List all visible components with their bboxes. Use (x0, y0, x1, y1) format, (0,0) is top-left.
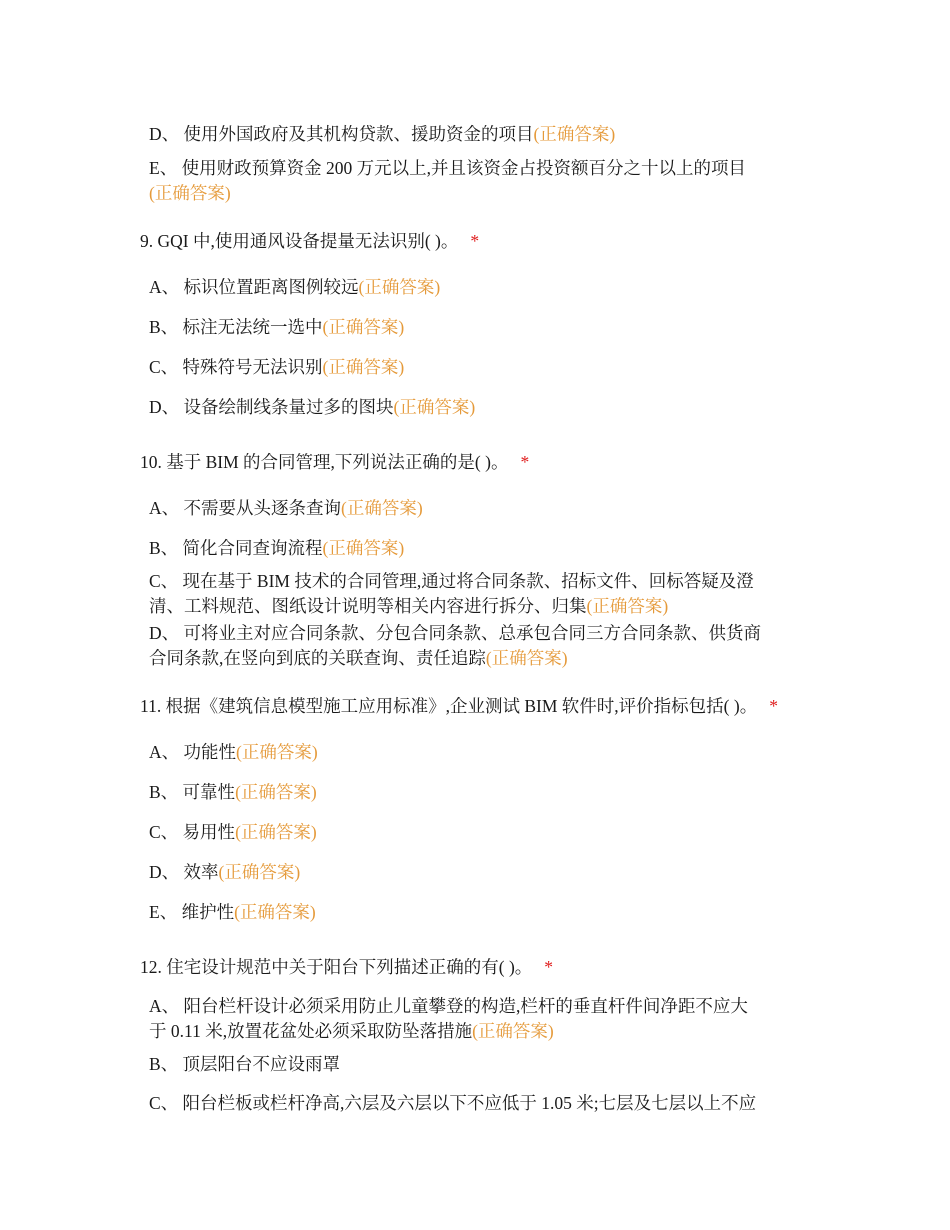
q9-option-c[interactable] (149, 355, 404, 379)
correct-answer-tag: (正确答案) (218, 862, 301, 882)
q10-option-a[interactable] (149, 496, 423, 520)
correct-answer-tag: (正确答案) (236, 742, 318, 762)
q12-option-b[interactable] (149, 1052, 340, 1076)
option-text: A、 标识位置距离图例较远 (149, 277, 359, 297)
question-12-title (140, 955, 553, 979)
option-text: C、 现在基于 BIM 技术的合同管理,通过将合同条款、招标文件、回标答疑及澄 (149, 571, 754, 591)
required-mark: * (544, 957, 554, 977)
q11-option-d[interactable] (149, 860, 300, 884)
option-text: A、 阳台栏杆设计必须采用防止儿童攀登的构造,栏杆的垂直杆件间净距不应大 (149, 996, 748, 1016)
question-text: 10. 基于 BIM 的合同管理,下列说法正确的是( )。 (140, 452, 509, 472)
correct-answer-tag: (正确答案) (235, 822, 317, 842)
q10-option-c[interactable] (149, 569, 754, 593)
q8-option-e[interactable] (149, 156, 746, 180)
option-text: 合同条款,在竖向到底的关联查询、责任追踪 (149, 648, 486, 668)
correct-answer-tag: (正确答案) (235, 782, 317, 802)
question-11-title (140, 694, 778, 718)
correct-answer-tag: (正确答案) (234, 902, 316, 922)
option-text: 于 0.11 米,放置花盆处必须采取防坠落措施 (149, 1021, 473, 1041)
option-text: B、 标注无法统一选中 (149, 317, 323, 337)
q11-option-c[interactable] (149, 820, 317, 844)
correct-answer-tag: (正确答案) (485, 648, 568, 668)
q12-option-a-continued[interactable] (149, 1019, 554, 1043)
correct-answer-tag: (正确答案) (358, 277, 441, 297)
question-text: 11. 根据《建筑信息模型施工应用标准》,企业测试 BIM 软件时,评价指标包括( )。 (140, 696, 758, 716)
correct-answer-tag: (正确答案) (586, 596, 669, 616)
option-text: B、 顶层阳台不应设雨罩 (149, 1054, 341, 1074)
option-text: E、 维护性 (149, 902, 235, 922)
option-text: C、 阳台栏板或栏杆净高,六层及六层以下不应低于 1.05 米;七层及七层以上不应 (149, 1093, 757, 1113)
q11-option-b[interactable] (149, 780, 317, 804)
q12-option-a[interactable] (149, 994, 748, 1018)
q11-option-a[interactable] (149, 740, 318, 764)
q9-option-a[interactable] (149, 275, 440, 299)
option-text: B、 简化合同查询流程 (149, 538, 323, 558)
correct-answer-tag: (正确答案) (341, 498, 423, 518)
option-text: A、 不需要从头逐条查询 (149, 498, 342, 518)
q9-option-d[interactable] (149, 395, 475, 419)
option-text: B、 可靠性 (149, 782, 236, 802)
required-mark: * (520, 452, 530, 472)
option-text: C、 特殊符号无法识别 (149, 357, 323, 377)
q11-option-e[interactable] (149, 900, 316, 924)
q8-option-d[interactable] (149, 122, 615, 146)
required-mark: * (470, 231, 480, 251)
question-text: 12. 住宅设计规范中关于阳台下列描述正确的有( )。 (140, 957, 533, 977)
question-text: 9. GQI 中,使用通风设备提量无法识别( )。 (140, 231, 459, 251)
question-9-title (140, 229, 479, 253)
q10-option-d-continued[interactable] (149, 646, 568, 670)
option-text: D、 使用外国政府及其机构贷款、援助资金的项目 (149, 124, 534, 144)
option-text: 清、工料规范、图纸设计说明等相关内容进行拆分、归集 (149, 596, 587, 616)
question-10-title (140, 450, 529, 474)
correct-answer-tag: (正确答案) (322, 357, 405, 377)
correct-answer-tag: (正确答案) (322, 538, 405, 558)
correct-answer-tag: (正确答案) (322, 317, 405, 337)
q10-option-b[interactable] (149, 536, 404, 560)
correct-answer-tag: (正确答案) (472, 1021, 554, 1041)
option-text: D、 可将业主对应合同条款、分包合同条款、总承包合同三方合同条款、供货商 (149, 623, 762, 643)
correct-answer-tag: (正确答案) (533, 124, 616, 144)
option-text: C、 易用性 (149, 822, 236, 842)
correct-answer-tag: (正确答案) (149, 183, 231, 203)
q10-option-d[interactable] (149, 621, 761, 645)
q8-option-e-continued[interactable] (149, 181, 231, 205)
q12-option-c[interactable] (149, 1091, 756, 1115)
q10-option-c-continued[interactable] (149, 594, 668, 618)
required-mark: * (769, 696, 778, 716)
correct-answer-tag: (正确答案) (393, 397, 476, 417)
q9-option-b[interactable] (149, 315, 404, 339)
option-text: E、 使用财政预算资金 200 万元以上,并且该资金占投资额百分之十以上的项目 (149, 158, 746, 178)
option-text: D、 设备绘制线条量过多的图块 (149, 397, 394, 417)
option-text: A、 功能性 (149, 742, 237, 762)
option-text: D、 效率 (149, 862, 219, 882)
